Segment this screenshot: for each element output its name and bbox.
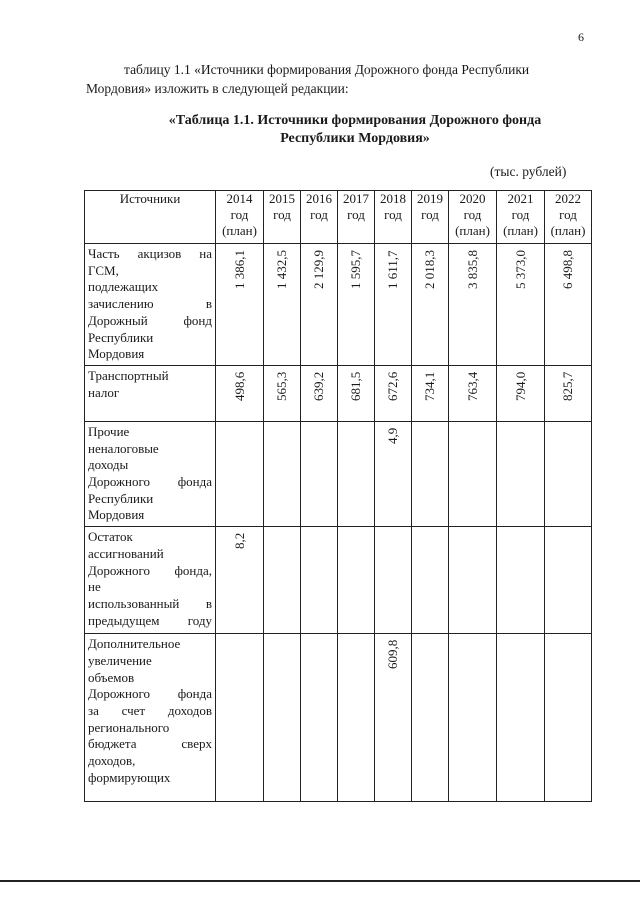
value-cell <box>264 634 301 802</box>
value-cell <box>301 421 338 526</box>
table-title-line-2: Республики Мордовия» <box>280 131 430 146</box>
source-label <box>85 634 215 788</box>
value-cell <box>301 365 338 421</box>
value-cell <box>545 244 592 366</box>
header-year-year: 2020 <box>459 191 486 206</box>
header-year <box>264 191 301 244</box>
value-cell <box>412 244 449 366</box>
value-cell <box>216 421 264 526</box>
value-cell <box>375 244 412 366</box>
source-label-line: формирующих <box>88 769 171 785</box>
value-cell <box>449 634 497 802</box>
value-text: 8,2 <box>231 532 247 550</box>
value-cell <box>497 244 545 366</box>
value-cell <box>301 634 338 802</box>
source-label-line: подлежащих <box>88 279 159 295</box>
source-cell <box>85 244 216 366</box>
sources-table <box>84 190 592 802</box>
header-year-note: (план) <box>550 223 586 238</box>
value-cell <box>412 365 449 421</box>
header-year-year: 2022 <box>555 191 581 206</box>
value-text: 681,5 <box>348 371 363 401</box>
source-cell <box>85 634 216 802</box>
source-label-line: неналоговые <box>88 440 159 456</box>
value-cell <box>449 527 497 634</box>
source-label-line: регионального <box>88 719 170 735</box>
header-year-year: 2021 <box>507 191 534 206</box>
table-row <box>85 634 592 802</box>
value-cell <box>264 421 301 526</box>
header-year-note: (план) <box>503 223 538 238</box>
value-cell <box>338 634 375 802</box>
value-cell <box>449 365 497 421</box>
value-text: 825,7 <box>560 371 575 401</box>
intro-line-2: Мордовия» изложить в следующей редакции: <box>86 81 349 96</box>
table-row <box>85 244 592 366</box>
value-cell <box>216 365 264 421</box>
source-label-line: Транспортный <box>88 367 169 383</box>
source-label-line: Остаток <box>88 529 133 545</box>
value-text: 565,3 <box>274 371 289 401</box>
header-year-year: 2014 <box>226 191 253 206</box>
source-cell <box>85 421 216 526</box>
value-cell <box>375 421 412 526</box>
value-cell <box>301 244 338 366</box>
source-label-line: Республики <box>88 329 154 345</box>
source-label-line: не <box>88 579 101 595</box>
value-cell <box>497 365 545 421</box>
header-year-year: 2016 <box>306 191 332 206</box>
header-year-suffix: год <box>511 207 530 222</box>
value-text: 1 386,1 <box>231 250 247 289</box>
header-year-suffix: год <box>384 207 402 222</box>
source-label-line: доходов, <box>88 753 136 769</box>
value-cell <box>497 527 545 634</box>
header-year <box>301 191 338 244</box>
value-cell <box>545 365 592 421</box>
source-label-line: Прочие <box>88 423 130 439</box>
page-number: 6 <box>578 30 584 44</box>
value-cell <box>264 527 301 634</box>
value-cell <box>375 527 412 634</box>
header-year <box>338 191 375 244</box>
value-cell <box>375 634 412 802</box>
value-cell <box>497 421 545 526</box>
source-label-line: налог <box>88 384 120 400</box>
header-year-suffix: год <box>347 207 365 222</box>
intro-line-1: таблицу 1.1 «Источники формирования Дорожного фонда Республики <box>124 62 530 77</box>
table-row <box>85 527 592 634</box>
value-text: 609,8 <box>385 639 400 670</box>
value-cell <box>412 634 449 802</box>
value-cell <box>449 244 497 366</box>
value-cell <box>545 421 592 526</box>
source-label-line: предыдущем году <box>88 612 212 628</box>
source-label-line: ассигнований <box>88 545 164 561</box>
value-cell <box>216 634 264 802</box>
source-label-line: использованный в <box>88 595 212 611</box>
header-year-year: 2018 <box>380 191 406 206</box>
value-cell <box>412 527 449 634</box>
source-label-line: Дорожного фонда <box>88 474 212 490</box>
value-text: 2 018,3 <box>422 250 437 289</box>
source-label-line: объемов <box>88 669 135 685</box>
source-label-line: за счет доходов <box>88 702 212 718</box>
value-cell <box>264 244 301 366</box>
table-row <box>85 365 592 421</box>
value-cell <box>338 421 375 526</box>
source-cell <box>85 527 216 634</box>
value-cell <box>338 527 375 634</box>
value-cell <box>338 244 375 366</box>
value-text: 763,4 <box>464 371 480 401</box>
value-cell <box>497 634 545 802</box>
source-label-line: Дорожного фонда, <box>88 562 212 578</box>
header-year-suffix: год <box>310 207 328 222</box>
header-year <box>375 191 412 244</box>
header-year-year: 2017 <box>343 191 369 206</box>
source-label-line: Мордовия <box>88 346 145 362</box>
value-cell <box>545 634 592 802</box>
header-year-suffix: год <box>230 207 249 222</box>
value-cell <box>449 421 497 526</box>
intro-paragraph <box>86 60 591 98</box>
source-label-line: Часть акцизов на <box>88 246 212 261</box>
header-year-note: (план) <box>222 223 257 238</box>
source-label <box>85 366 215 403</box>
source-label-line: доходы <box>88 457 129 473</box>
table-row <box>85 421 592 526</box>
source-label <box>85 527 215 631</box>
header-year-year: 2019 <box>417 191 443 206</box>
header-year-suffix: год <box>559 207 577 222</box>
source-label-line: Дорожный фонд <box>88 312 212 328</box>
source-label-line: увеличение <box>88 652 152 668</box>
header-year <box>412 191 449 244</box>
header-year-suffix: год <box>463 207 482 222</box>
source-label-line: Дорожного фонда <box>88 686 212 702</box>
header-row <box>85 191 592 244</box>
value-text: 6 498,8 <box>560 250 575 289</box>
value-text: 4,9 <box>385 427 400 444</box>
value-text: 498,6 <box>231 371 247 401</box>
value-cell <box>545 527 592 634</box>
table-title-line-1: «Таблица 1.1. Источники формирования Дорожного фонда <box>168 113 542 128</box>
source-label-line: ГСМ, <box>88 262 119 278</box>
source-label <box>85 244 215 365</box>
header-year <box>216 191 264 244</box>
value-text: 1 595,7 <box>348 250 363 289</box>
header-year-note: (план) <box>455 223 490 238</box>
value-text: 672,6 <box>385 371 400 401</box>
header-year-suffix: год <box>273 207 291 222</box>
units-label: (тыс. рублей) <box>490 164 567 179</box>
source-label-line: Мордовия <box>88 507 145 523</box>
value-cell <box>338 365 375 421</box>
table-title <box>120 112 590 148</box>
header-year-suffix: год <box>421 207 439 222</box>
source-label-line: бюджета сверх <box>88 736 212 752</box>
source-cell <box>85 365 216 421</box>
value-text: 639,2 <box>311 371 326 401</box>
value-text: 734,1 <box>422 371 437 401</box>
page-bottom-rule <box>0 880 640 882</box>
source-label-line: Дополнительное <box>88 636 181 652</box>
value-cell <box>375 365 412 421</box>
header-year <box>545 191 592 244</box>
header-year <box>449 191 497 244</box>
value-text: 2 129,9 <box>311 250 326 289</box>
header-year <box>497 191 545 244</box>
header-source: Источники <box>85 191 216 244</box>
source-label <box>85 422 215 526</box>
value-cell <box>216 244 264 366</box>
value-cell <box>264 365 301 421</box>
value-text: 5 373,0 <box>512 250 528 289</box>
value-cell <box>301 527 338 634</box>
value-text: 1 611,7 <box>385 250 400 289</box>
value-cell <box>412 421 449 526</box>
header-year-year: 2015 <box>269 191 295 206</box>
source-label-line: Республики <box>88 490 154 506</box>
value-text: 1 432,5 <box>274 250 289 289</box>
source-label-line: зачислению в <box>88 296 212 312</box>
value-cell <box>216 527 264 634</box>
value-text: 794,0 <box>512 371 528 401</box>
value-text: 3 835,8 <box>464 250 480 289</box>
